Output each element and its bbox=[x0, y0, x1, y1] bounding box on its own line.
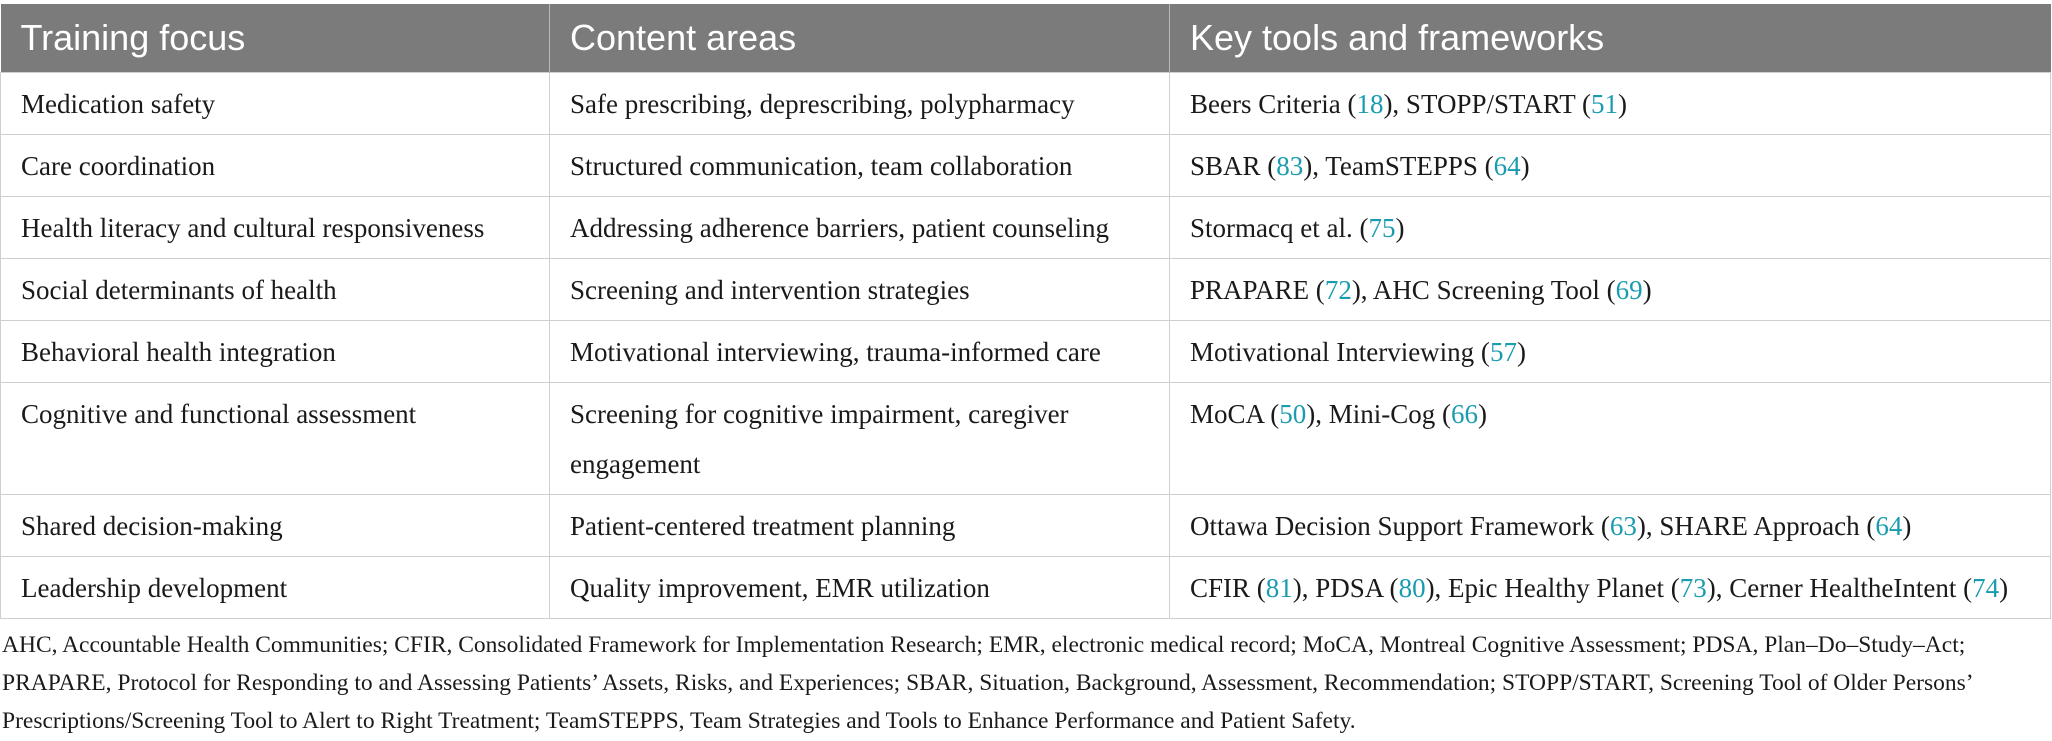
tool-text: ), PDSA ( bbox=[1292, 572, 1399, 603]
cell-training-focus: Medication safety bbox=[1, 72, 550, 134]
tool-text: ) bbox=[1999, 572, 2009, 603]
reference-link[interactable]: 51 bbox=[1590, 88, 1618, 119]
table-row bbox=[1, 494, 2051, 556]
table-row bbox=[1, 196, 2051, 258]
cell-training-focus: Leadership development bbox=[1, 556, 550, 618]
reference-link[interactable]: 75 bbox=[1368, 212, 1396, 243]
table-row bbox=[1, 382, 2051, 494]
reference-link[interactable]: 63 bbox=[1609, 510, 1637, 541]
tool-text: Stormacq et al. ( bbox=[1190, 212, 1369, 243]
table-header-row bbox=[1, 4, 2051, 72]
reference-link[interactable]: 64 bbox=[1493, 150, 1521, 181]
tool-text: Beers Criteria ( bbox=[1190, 88, 1357, 119]
cell-content-areas: Screening and intervention strategies bbox=[550, 258, 1170, 320]
tool-text: ) bbox=[1478, 398, 1488, 429]
cell-key-tools bbox=[1170, 494, 2051, 556]
tool-text: ), SHARE Approach ( bbox=[1636, 510, 1876, 541]
reference-link[interactable]: 69 bbox=[1615, 274, 1643, 305]
cell-key-tools bbox=[1170, 196, 2051, 258]
tool-text: ), Cerner HealtheIntent ( bbox=[1706, 572, 1973, 603]
cell-key-tools bbox=[1170, 72, 2051, 134]
tool-text: PRAPARE ( bbox=[1190, 274, 1325, 305]
reference-link[interactable]: 80 bbox=[1398, 572, 1426, 603]
reference-link[interactable]: 57 bbox=[1489, 336, 1517, 367]
tool-text: SBAR ( bbox=[1190, 150, 1277, 181]
table-row bbox=[1, 556, 2051, 618]
cell-key-tools bbox=[1170, 382, 2051, 494]
cell-key-tools bbox=[1170, 320, 2051, 382]
tool-text: ), Epic Healthy Planet ( bbox=[1425, 572, 1680, 603]
tool-text: ) bbox=[1520, 150, 1530, 181]
cell-key-tools bbox=[1170, 134, 2051, 196]
cell-content-areas: Addressing adherence barriers, patient counseling bbox=[550, 196, 1170, 258]
tool-text: Motivational Interviewing ( bbox=[1190, 336, 1490, 367]
cell-training-focus: Care coordination bbox=[1, 134, 550, 196]
reference-link[interactable]: 73 bbox=[1679, 572, 1707, 603]
tool-text: ) bbox=[1617, 88, 1627, 119]
reference-link[interactable]: 66 bbox=[1451, 398, 1479, 429]
cell-content-areas: Quality improvement, EMR utilization bbox=[550, 556, 1170, 618]
table-row bbox=[1, 320, 2051, 382]
tool-text: ), TeamSTEPPS ( bbox=[1303, 150, 1494, 181]
tool-text: Ottawa Decision Support Framework ( bbox=[1190, 510, 1610, 541]
tool-text: ), STOPP/START ( bbox=[1383, 88, 1591, 119]
tool-text: CFIR ( bbox=[1190, 572, 1266, 603]
table-row bbox=[1, 258, 2051, 320]
tool-text: ) bbox=[1902, 510, 1912, 541]
cell-key-tools bbox=[1170, 556, 2051, 618]
cell-content-areas: Screening for cognitive impairment, caregiver engagement bbox=[550, 382, 1170, 494]
cell-key-tools bbox=[1170, 258, 2051, 320]
reference-link[interactable]: 18 bbox=[1356, 88, 1384, 119]
cell-training-focus: Health literacy and cultural responsiveness bbox=[1, 196, 550, 258]
cell-content-areas: Patient-centered treatment planning bbox=[550, 494, 1170, 556]
header-key-tools: Key tools and frameworks bbox=[1170, 4, 2051, 72]
tool-text: ), AHC Screening Tool ( bbox=[1351, 274, 1616, 305]
table-footnote: AHC, Accountable Health Communities; CFIR, Consolidated Framework for Implementation Research; EMR, electronic medical record; MoCA, Montreal Cognitive Assessment; PDSA, Plan–Do–Study–Act; PRAPARE, Protocol for Responding to and Assessing Patients’ Assets, Risks, and Experiences; SBAR, Situation, Background, Assessment, Recommendation; STOPP/START, Screening Tool of Older Persons’ Prescriptions/Screening Tool to Alert to Right Treatment; TeamSTEPPS, Team Strategies and Tools to Enhance Performance and Patient Safety. bbox=[2, 632, 1972, 734]
reference-link[interactable]: 72 bbox=[1324, 274, 1352, 305]
cell-content-areas: Safe prescribing, deprescribing, polypharmacy bbox=[550, 72, 1170, 134]
reference-link[interactable]: 83 bbox=[1276, 150, 1304, 181]
cell-training-focus: Cognitive and functional assessment bbox=[1, 382, 550, 494]
reference-link[interactable]: 74 bbox=[1972, 572, 2000, 603]
tool-text: ) bbox=[1516, 336, 1526, 367]
header-content-areas: Content areas bbox=[550, 4, 1170, 72]
reference-link[interactable]: 64 bbox=[1875, 510, 1903, 541]
reference-link[interactable]: 81 bbox=[1265, 572, 1293, 603]
cell-training-focus: Behavioral health integration bbox=[1, 320, 550, 382]
tool-text: ) bbox=[1642, 274, 1652, 305]
tool-text: ), Mini-Cog ( bbox=[1306, 398, 1452, 429]
cell-training-focus: Shared decision-making bbox=[1, 494, 550, 556]
reference-link[interactable]: 50 bbox=[1279, 398, 1307, 429]
cell-content-areas: Motivational interviewing, trauma-informed care bbox=[550, 320, 1170, 382]
training-table bbox=[0, 4, 2051, 619]
tool-text: MoCA ( bbox=[1190, 398, 1280, 429]
table-row bbox=[1, 134, 2051, 196]
cell-content-areas: Structured communication, team collaboration bbox=[550, 134, 1170, 196]
header-training-focus: Training focus bbox=[1, 4, 550, 72]
tool-text: ) bbox=[1395, 212, 1405, 243]
table-row bbox=[1, 72, 2051, 134]
cell-training-focus: Social determinants of health bbox=[1, 258, 550, 320]
